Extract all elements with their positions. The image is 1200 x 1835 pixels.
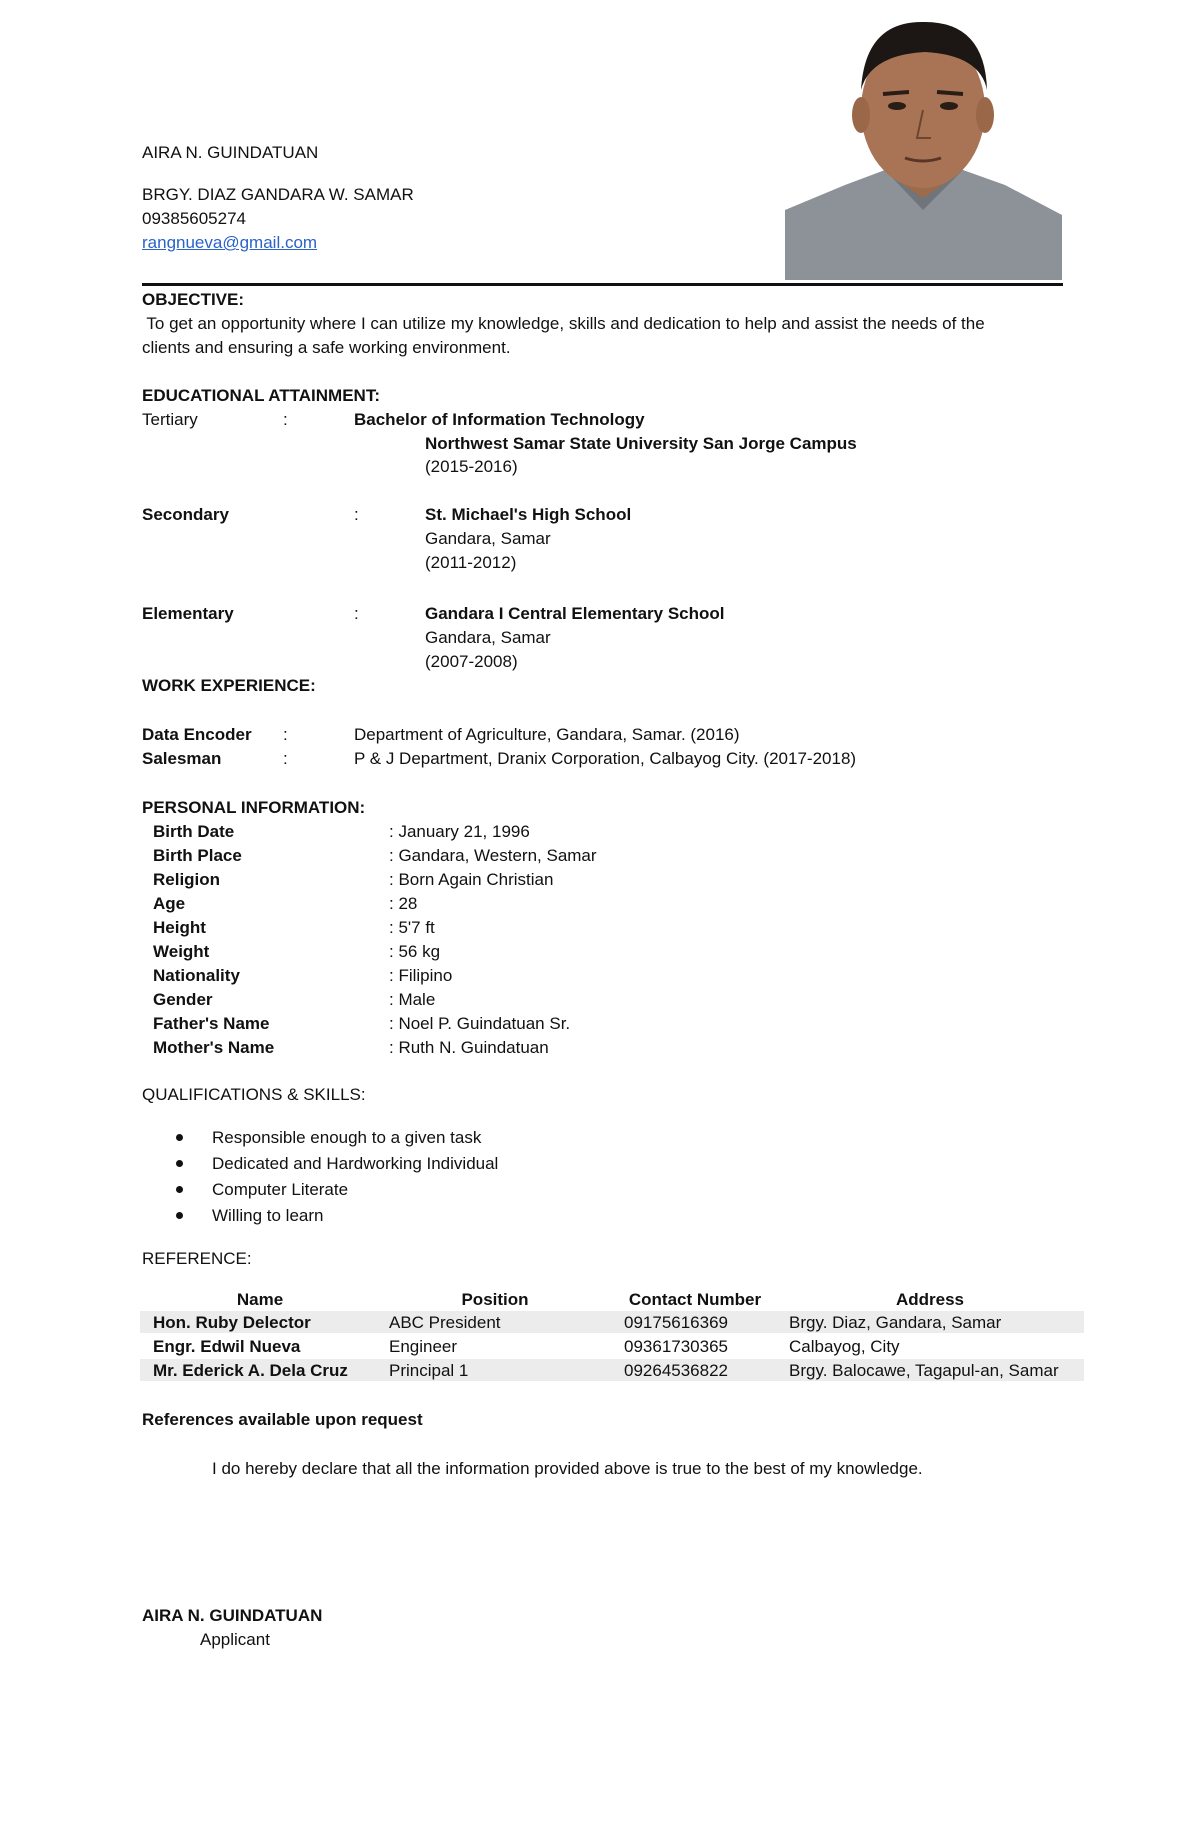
elementary-years: (2007-2008) — [425, 652, 518, 671]
objective-heading: OBJECTIVE: — [142, 290, 245, 309]
personal-label: Father's Name — [153, 1014, 270, 1033]
objective-text-line1: To get an opportunity where I can utilize my knowledge, skills and dedication to help and assist the needs of the — [142, 314, 985, 333]
header-divider — [142, 283, 1063, 286]
skills-heading: QUALIFICATIONS & SKILLS: — [142, 1085, 366, 1104]
phone-number: 09385605274 — [142, 209, 247, 228]
personal-label: Age — [153, 894, 186, 913]
personal-label: Birth Date — [153, 822, 235, 841]
elementary-school: Gandara I Central Elementary School — [425, 604, 725, 623]
personal-label: Gender — [153, 990, 213, 1009]
work-title: Salesman — [142, 749, 222, 768]
work-colon: : — [283, 749, 288, 768]
tertiary-years: (2015-2016) — [425, 457, 518, 476]
work-heading: WORK EXPERIENCE: — [142, 676, 316, 695]
secondary-years: (2011-2012) — [425, 553, 517, 572]
reference-cell: Brgy. Balocawe, Tagapul-an, Samar — [789, 1361, 1059, 1380]
secondary-colon: : — [354, 505, 359, 524]
personal-value: : Noel P. Guindatuan Sr. — [389, 1014, 571, 1033]
applicant-name: AIRA N. GUINDATUAN — [142, 143, 319, 162]
personal-label: Nationality — [153, 966, 240, 985]
tertiary-school: Northwest Samar State University San Jorge Campus — [425, 434, 857, 453]
reference-col-header: Contact Number — [628, 1290, 762, 1309]
personal-value: : Born Again Christian — [389, 870, 554, 889]
personal-value: : 28 — [389, 894, 418, 913]
personal-value: : Male — [389, 990, 436, 1009]
secondary-place: Gandara, Samar — [425, 529, 551, 548]
work-detail: Department of Agriculture, Gandara, Samar. (2016) — [354, 725, 740, 744]
skill-item: Responsible enough to a given task — [212, 1128, 482, 1147]
reference-cell: Engineer — [389, 1337, 458, 1356]
tertiary-label: Tertiary — [142, 410, 198, 429]
tertiary-colon: : — [283, 410, 288, 429]
personal-value: : 56 kg — [389, 942, 441, 961]
work-colon: : — [283, 725, 288, 744]
skill-item: Computer Literate — [212, 1180, 349, 1199]
personal-label: Birth Place — [153, 846, 242, 865]
reference-col-header: Address — [895, 1290, 965, 1309]
secondary-label: Secondary — [142, 505, 229, 524]
personal-value: : Filipino — [389, 966, 453, 985]
reference-cell: 09175616369 — [624, 1313, 729, 1332]
tertiary-degree: Bachelor of Information Technology — [354, 410, 645, 429]
reference-cell: Calbayog, City — [789, 1337, 900, 1356]
bullet-icon — [176, 1160, 183, 1167]
skill-item: Dedicated and Hardworking Individual — [212, 1154, 499, 1173]
education-heading: EDUCATIONAL ATTAINMENT: — [142, 386, 380, 405]
personal-value: : Gandara, Western, Samar — [389, 846, 597, 865]
bullet-icon — [176, 1212, 183, 1219]
address: BRGY. DIAZ GANDARA W. SAMAR — [142, 185, 414, 204]
work-detail: P & J Department, Dranix Corporation, Calbayog City. (2017-2018) — [354, 749, 857, 768]
elementary-place: Gandara, Samar — [425, 628, 551, 647]
reference-cell: Principal 1 — [389, 1361, 469, 1380]
personal-value: : 5'7 ft — [389, 918, 435, 937]
elementary-colon: : — [354, 604, 359, 623]
personal-value: : January 21, 1996 — [389, 822, 530, 841]
reference-cell: Mr. Ederick A. Dela Cruz — [153, 1361, 348, 1380]
declaration-text: I do hereby declare that all the information provided above is true to the best of my knowledge. — [212, 1459, 923, 1478]
personal-value: : Ruth N. Guindatuan — [389, 1038, 549, 1057]
reference-cell: 09361730365 — [624, 1337, 729, 1356]
signature-role: Applicant — [200, 1630, 270, 1649]
reference-cell: Hon. Ruby Delector — [153, 1313, 311, 1332]
reference-cell: Brgy. Diaz, Gandara, Samar — [789, 1313, 1002, 1332]
references-note: References available upon request — [142, 1410, 423, 1429]
reference-heading: REFERENCE: — [142, 1249, 252, 1268]
applicant-photo — [785, 10, 1062, 280]
work-title: Data Encoder — [142, 725, 252, 744]
bullet-icon — [176, 1134, 183, 1141]
skill-item: Willing to learn — [212, 1206, 324, 1225]
personal-label: Weight — [153, 942, 210, 961]
reference-cell: 09264536822 — [624, 1361, 729, 1380]
reference-cell: Engr. Edwil Nueva — [153, 1337, 301, 1356]
personal-label: Mother's Name — [153, 1038, 275, 1057]
personal-label: Religion — [153, 870, 221, 889]
personal-heading: PERSONAL INFORMATION: — [142, 798, 366, 817]
bullet-icon — [176, 1186, 183, 1193]
personal-label: Height — [153, 918, 206, 937]
reference-col-header: Name — [236, 1290, 284, 1309]
secondary-school: St. Michael's High School — [425, 505, 632, 524]
reference-col-header: Position — [461, 1290, 529, 1309]
elementary-label: Elementary — [142, 604, 234, 623]
reference-cell: ABC President — [389, 1313, 501, 1332]
email-link[interactable]: rangnueva@gmail.com — [142, 233, 318, 252]
signature-name: AIRA N. GUINDATUAN — [142, 1606, 323, 1625]
objective-text-line2: clients and ensuring a safe working environment. — [142, 338, 511, 357]
